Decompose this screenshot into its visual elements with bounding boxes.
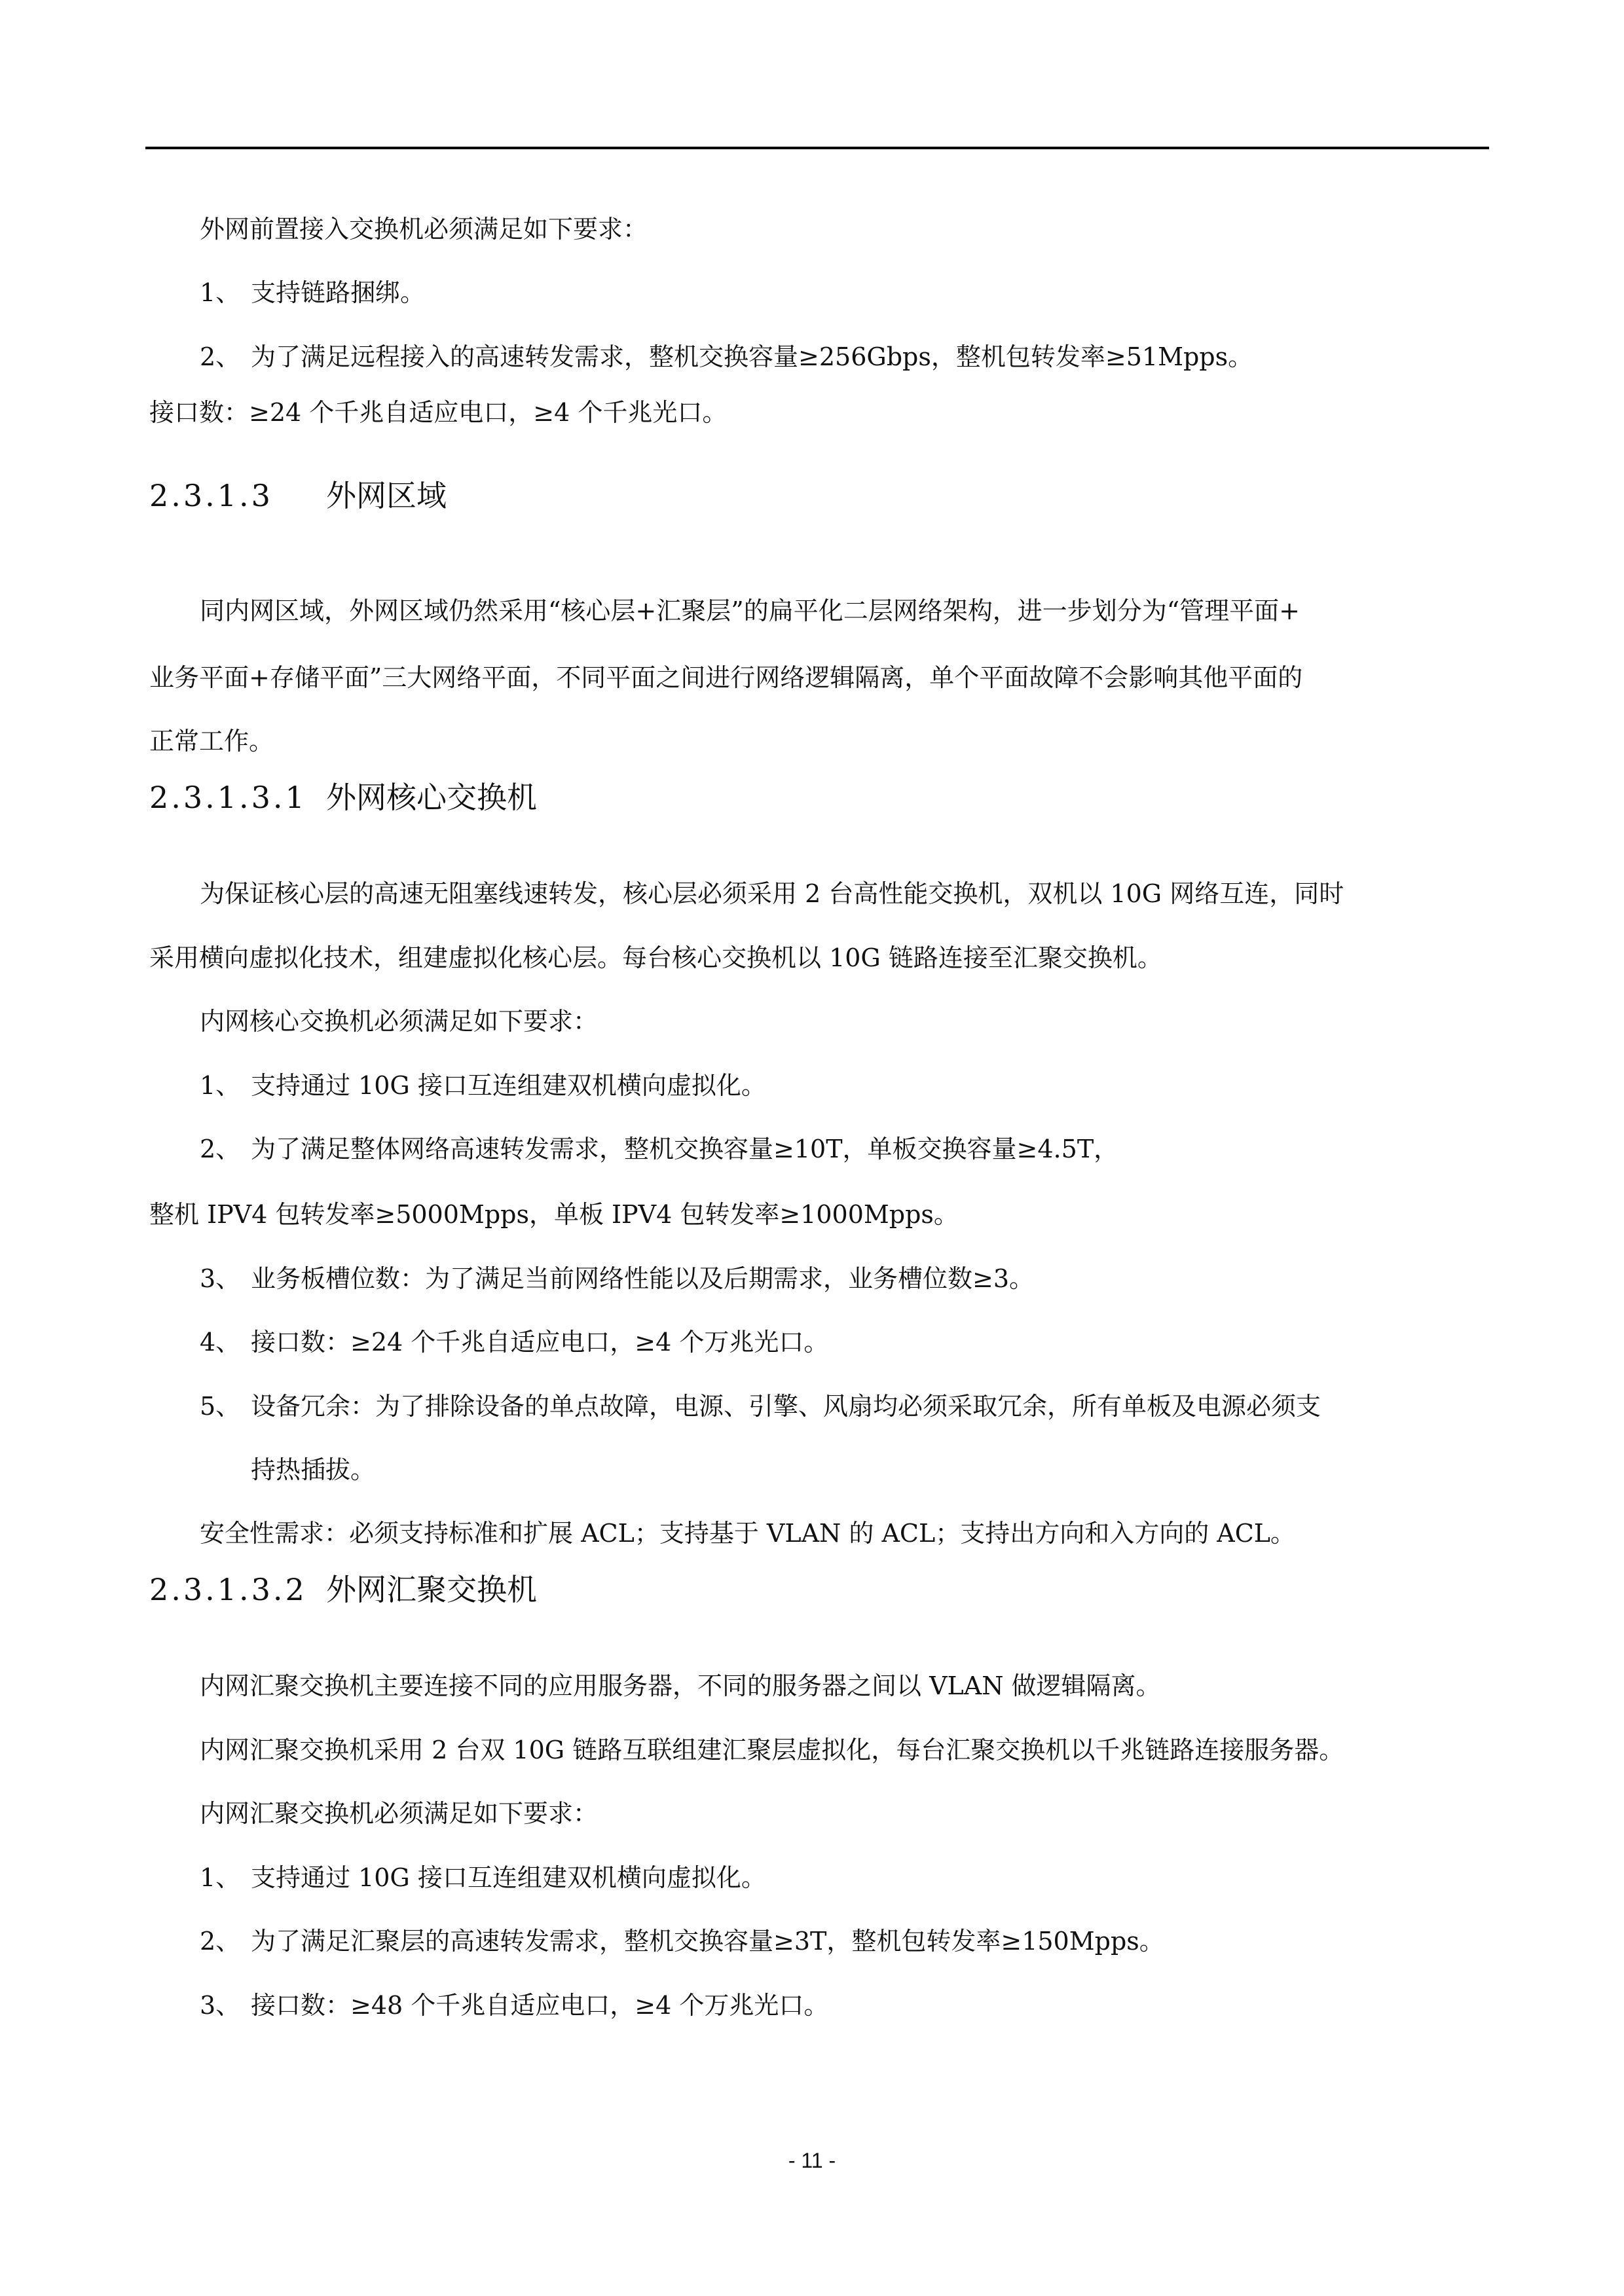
list-item [200,1390,1321,1423]
list-text: 业务板槽位数：为了满足当前网络性能以及后期需求，业务槽位数≥3。 [251,1264,1035,1293]
list-item [200,340,1253,373]
list-item [200,276,425,309]
list-continuation: 整机 IPV4 包转发率≥5000Mpps，单板 IPV4 包转发率≥1000Mpps。 [149,1200,959,1229]
list-item [200,1861,766,1894]
list-text: 接口数：≥24 个千兆自适应电口，≥4 个万兆光口。 [251,1328,829,1357]
paragraph-line: 内网汇聚交换机主要连接不同的应用服务器，不同的服务器之间以 VLAN 做逻辑隔离。 [200,1671,1161,1700]
section-number: 2.3.1.3.2 [149,1572,307,1607]
list-item [200,1989,828,2022]
list-text: 为了满足汇聚层的高速转发需求，整机交换容量≥3T，整机包转发率≥150Mpps。 [251,1927,1164,1956]
page-number: - 11 - [788,2149,836,2172]
section-heading-23132 [149,1570,537,1609]
list-item [200,1925,1164,1958]
list-number: 3、 [200,1991,241,2020]
paragraph-line: 正常工作。 [149,727,274,756]
header-rule [145,147,1489,149]
core-intro: 内网核心交换机必须满足如下要求： [200,1007,599,1036]
intro-text: 外网前置接入交换机必须满足如下要求： [200,215,648,244]
list-item [200,1069,766,1102]
list-text: 为了满足远程接入的高速转发需求，整机交换容量≥256Gbps，整机包转发率≥51Mpps。 [251,342,1253,371]
list-text: 支持通过 10G 接口互连组建双机横向虚拟化。 [251,1863,766,1892]
list-item [200,1326,828,1358]
list-number: 4、 [200,1328,241,1357]
list-text: 设备冗余：为了排除设备的单点故障，电源、引擎、风扇均必须采取冗余，所有单板及电源必须支 [251,1392,1321,1421]
paragraph-line: 业务平面+存储平面”三大网络平面，不同平面之间进行网络逻辑隔离，单个平面故障不会影响其他平面的 [149,663,1303,692]
list-number: 1、 [200,1863,241,1892]
list-number: 1、 [200,1071,241,1100]
list-item [200,1262,1034,1295]
list-text: 为了满足整体网络高速转发需求，整机交换容量≥10T，单板交换容量≥4.5T， [251,1135,1119,1163]
paragraph-line: 采用横向虚拟化技术，组建虚拟化核心层。每台核心交换机以 10G 链路连接至汇聚交换机。 [149,943,1162,972]
security-requirement: 安全性需求：必须支持标准和扩展 ACL；支持基于 VLAN 的 ACL；支持出方向和入方向的 ACL。 [200,1519,1296,1548]
list-number: 2、 [200,1927,241,1956]
list-item [200,1133,1118,1165]
list-text: 接口数：≥48 个千兆自适应电口，≥4 个万兆光口。 [251,1991,829,2020]
section-title: 外网汇聚交换机 [326,1572,537,1607]
list-number: 2、 [200,1135,241,1163]
list-number: 2、 [200,342,241,371]
section-heading-2313 [149,476,447,515]
list-number: 5、 [200,1392,241,1421]
paragraph-line: 为保证核心层的高速无阻塞线速转发，核心层必须采用 2 台高性能交换机，双机以 10G 网络互连，同时 [200,879,1344,908]
section-number: 2.3.1.3 [149,478,273,513]
list-text: 支持链路捆绑。 [251,278,426,307]
list-number: 1、 [200,278,241,307]
list-text: 支持通过 10G 接口互连组建双机横向虚拟化。 [251,1071,766,1100]
ports-line: 接口数：≥24 个千兆自适应电口，≥4 个千兆光口。 [149,398,728,427]
list-number: 3、 [200,1264,241,1293]
paragraph-line: 内网汇聚交换机必须满足如下要求： [200,1799,599,1828]
section-number: 2.3.1.3.1 [149,780,307,815]
section-title: 外网核心交换机 [326,780,537,815]
section-heading-23131 [149,778,537,817]
list-continuation: 持热插拔。 [251,1455,376,1484]
paragraph-line: 同内网区域，外网区域仍然采用“核心层+汇聚层”的扁平化二层网络架构，进一步划分为“管理平面+ [200,596,1300,625]
section-title: 外网区域 [326,478,447,513]
paragraph-line: 内网汇聚交换机采用 2 台双 10G 链路互联组建汇聚层虚拟化，每台汇聚交换机以千兆链路连接服务器。 [200,1736,1344,1764]
